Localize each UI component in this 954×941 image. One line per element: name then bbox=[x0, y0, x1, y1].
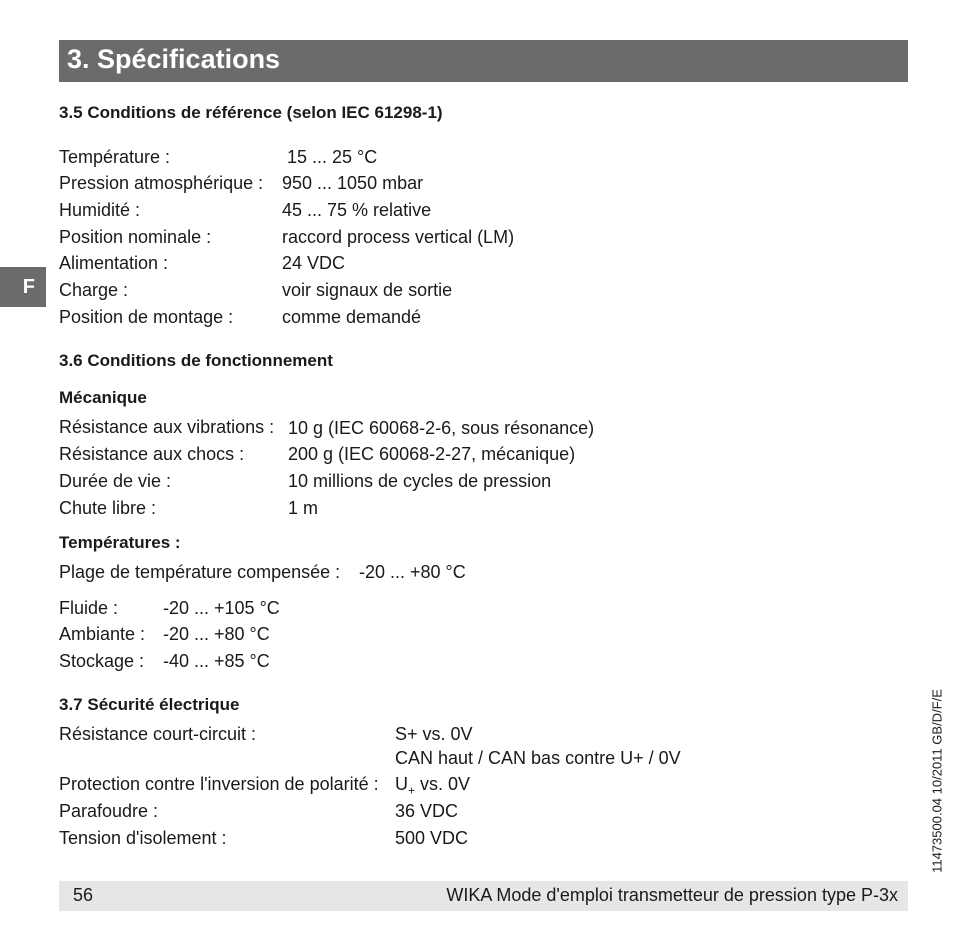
spec-value: -40 ... +85 °C bbox=[163, 651, 270, 671]
spec-label: Charge : bbox=[59, 280, 129, 300]
spec-label: Ambiante : bbox=[59, 624, 146, 644]
heading-operating-conditions: 3.6 Conditions de fonctionnement bbox=[59, 351, 333, 370]
spec-label: Position nominale : bbox=[59, 227, 212, 247]
spec-label: Tension d'isolement : bbox=[59, 828, 227, 848]
spec-label: Fluide : bbox=[59, 598, 119, 618]
document-code: 11473500.04 10/2011 GB/D/F/E bbox=[929, 689, 945, 873]
footer-document-title: WIKA Mode d'emploi transmetteur de pression type P-3x bbox=[446, 885, 898, 905]
polarity-value-suffix: vs. 0V bbox=[415, 774, 471, 794]
spec-value: S+ vs. 0V bbox=[395, 724, 473, 744]
spec-label: Résistance aux vibrations : bbox=[59, 417, 275, 437]
spec-value: comme demandé bbox=[282, 307, 422, 327]
spec-value: 10 g (IEC 60068-2-6, sous résonance) bbox=[288, 418, 595, 438]
footer-bar bbox=[59, 881, 908, 911]
spec-label: Pression atmosphérique : bbox=[59, 173, 264, 193]
subheading-temperatures: Températures : bbox=[59, 533, 181, 552]
spec-value: 500 VDC bbox=[395, 828, 469, 848]
page-number: 56 bbox=[73, 885, 94, 905]
spec-value: CAN haut / CAN bas contre U+ / 0V bbox=[395, 748, 681, 768]
spec-label: Alimentation : bbox=[59, 253, 169, 273]
language-tab bbox=[0, 267, 46, 307]
spec-value: 950 ... 1050 mbar bbox=[282, 173, 424, 193]
spec-label: Stockage : bbox=[59, 651, 145, 671]
spec-label: Plage de température compensée : bbox=[59, 562, 341, 582]
spec-label: Durée de vie : bbox=[59, 471, 172, 491]
page-title: 3. Spécifications bbox=[67, 44, 281, 74]
heading-electrical-safety: 3.7 Sécurité électrique bbox=[59, 695, 240, 714]
spec-label: Résistance aux chocs : bbox=[59, 444, 245, 464]
spec-value: -20 ... +80 °C bbox=[359, 562, 466, 582]
subheading-mechanical: Mécanique bbox=[59, 388, 147, 407]
spec-value: 15 ... 25 °C bbox=[287, 147, 378, 167]
spec-value: 36 VDC bbox=[395, 801, 459, 821]
spec-value: 45 ... 75 % relative bbox=[282, 200, 432, 220]
spec-label: Température : bbox=[59, 147, 171, 167]
spec-value: -20 ... +80 °C bbox=[163, 624, 270, 644]
spec-label: Chute libre : bbox=[59, 498, 157, 518]
spec-label: Résistance court-circuit : bbox=[59, 724, 257, 744]
spec-value: voir signaux de sortie bbox=[282, 280, 453, 300]
spec-label: Protection contre l'inversion de polarité : bbox=[59, 774, 379, 794]
spec-value: 200 g (IEC 60068-2-27, mécanique) bbox=[288, 444, 576, 464]
section-header-bar bbox=[59, 40, 908, 82]
spec-label: Parafoudre : bbox=[59, 801, 159, 821]
spec-value bbox=[395, 774, 470, 798]
spec-value: -20 ... +105 °C bbox=[163, 598, 280, 618]
spec-label: Humidité : bbox=[59, 200, 141, 220]
spec-value: 1 m bbox=[288, 498, 319, 518]
spec-label: Position de montage : bbox=[59, 307, 234, 327]
spec-value: 24 VDC bbox=[282, 253, 346, 273]
spec-value: raccord process vertical (LM) bbox=[282, 227, 515, 247]
polarity-value-subscript: + bbox=[408, 783, 416, 798]
polarity-value-prefix: U bbox=[395, 774, 408, 794]
spec-value: 10 millions de cycles de pression bbox=[288, 471, 552, 491]
language-tab-label: F bbox=[22, 276, 35, 298]
heading-reference-conditions: 3.5 Conditions de référence (selon IEC 61298-1) bbox=[59, 103, 443, 122]
